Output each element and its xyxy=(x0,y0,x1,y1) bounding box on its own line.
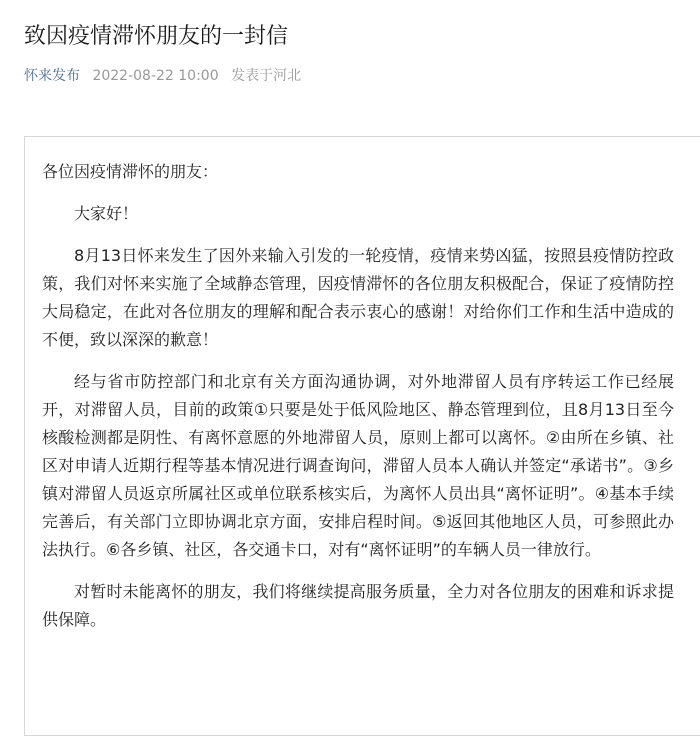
letter-salutation: 各位因疫情滞怀的朋友： xyxy=(42,162,219,181)
author-link[interactable]: 怀来发布 xyxy=(24,68,80,84)
article-header xyxy=(0,0,700,86)
letter-content xyxy=(42,158,674,648)
letter-paragraph-1: 8月13日怀来发生了因外来输入引发的一轮疫情，疫情来势凶猛，按照县疫情防控政策，我们对怀来实施了全域静态管理，因疫情滞怀的各位朋友积极配合，保证了疫情防控大局稳定，在此对各位朋友的理解和配合表示衷心的感谢！对给你们工作和生活中造成的不便，致以深深的歉意！ xyxy=(42,246,674,349)
letter-paragraph-3: 对暂时未能离怀的朋友，我们将继续提高服务质量，全力对各位朋友的困难和诉求提供保障。 xyxy=(42,582,674,629)
article-title: 致因疫情滞怀朋友的一封信 xyxy=(24,24,289,49)
letter-greeting: 大家好！ xyxy=(74,204,139,223)
letter-paragraph-2: 经与省市防控部门和北京有关方面沟通协调，对外地滞留人员有序转运工作已经展开，对滞留人员，目前的政策①只要是处于低风险地区、静态管理到位，且8月13日至今核酸检测都是阴性、有离怀意愿的外地滞留人员，原则上都可以离怀。②由所在乡镇、社区对申请人近期行程等基本情况进行调查询问，滞留人员本人确认并签定“承诺书”。③乡镇对滞留人员返京所属社区或单位联系核实后，为离怀人员出具“离怀证明”。④基本手续完善后，有关部门立即协调北京方面，安排启程时间。⑤返回其他地区人员，可参照此办法执行。⑥各乡镇、社区，各交通卡口，对有“离怀证明”的车辆人员一律放行。 xyxy=(42,372,674,559)
publish-location: 发表于河北 xyxy=(231,68,302,84)
publish-datetime: 2022-08-22 10:00 xyxy=(92,68,219,84)
article-meta xyxy=(24,66,700,86)
